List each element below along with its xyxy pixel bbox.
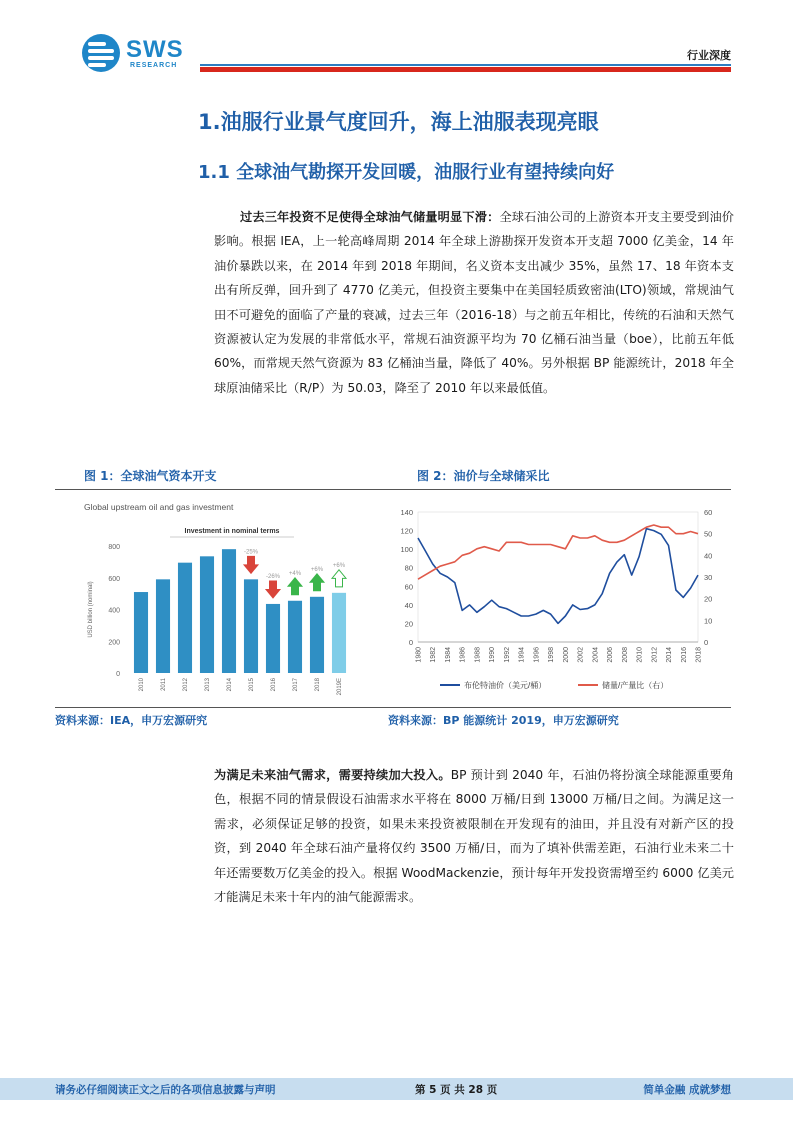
x-tick-label: 2015 <box>249 678 255 692</box>
bar-2012 <box>178 563 192 673</box>
header-divider-red <box>200 67 731 72</box>
x-tick-label: 2008 <box>621 647 629 663</box>
paragraph-lead: 为满足未来油气需求，需要持续加大投入。 <box>214 768 451 782</box>
right-y-tick-label: 40 <box>704 551 713 561</box>
left-y-tick-label: 0 <box>408 638 413 647</box>
footer-disclaimer: 请务必仔细阅读正文之后的各项信息披露与声明 <box>55 1084 276 1096</box>
bar-2010 <box>134 592 148 673</box>
right-y-tick-label: 20 <box>704 594 713 604</box>
body-paragraph-investment <box>214 205 734 400</box>
left-y-tick-label: 40 <box>404 600 413 610</box>
x-tick-label: 1980 <box>415 647 423 663</box>
x-tick-label: 2010 <box>636 647 644 663</box>
change-arrow-2016 <box>266 581 280 598</box>
x-tick-label: 2019E <box>337 678 343 696</box>
change-label: +6% <box>332 562 346 569</box>
figure-1-title: 图 1：全球油气资本开支 <box>84 469 217 483</box>
x-tick-label: 2018 <box>695 647 703 663</box>
x-tick-label: 2011 <box>161 678 167 691</box>
right-y-tick-label: 30 <box>704 573 713 582</box>
x-tick-label: 2013 <box>205 678 211 692</box>
change-arrow-2015 <box>244 556 258 573</box>
section-heading: 1.油服行业景气度回升，海上油服表现亮眼 <box>198 110 599 134</box>
header-divider-blue <box>200 64 731 66</box>
x-tick-label: 1992 <box>503 647 511 663</box>
x-tick-label: 2014 <box>227 678 233 692</box>
y-tick-label: 600 <box>108 575 120 583</box>
legend-label: 布伦特油价（美元/桶） <box>464 681 547 690</box>
chart-subtitle: Investment in nominal terms <box>184 528 280 535</box>
bar-2016 <box>266 604 280 673</box>
figure-1-source: 资料来源：IEA，申万宏源研究 <box>55 714 208 727</box>
brent-price-line <box>418 529 698 624</box>
x-tick-label: 1990 <box>489 647 497 663</box>
figure-bottom-rule <box>55 707 731 708</box>
left-y-tick-label: 60 <box>404 582 413 592</box>
change-arrow-2019E <box>332 570 346 587</box>
bar-2011 <box>156 579 170 673</box>
x-tick-label: 2006 <box>607 647 615 663</box>
left-y-tick-label: 20 <box>404 619 413 629</box>
reserve-production-ratio-line <box>418 525 698 579</box>
right-y-tick-label: 10 <box>704 616 713 626</box>
legend-label: 储量/产量比（右） <box>602 681 669 690</box>
report-type-tag: 行业深度 <box>687 49 731 62</box>
x-tick-label: 1984 <box>444 647 452 663</box>
footer-page-number: 第 5 页 共 28 页 <box>415 1084 498 1096</box>
chart-title: Global upstream oil and gas investment <box>84 502 234 512</box>
x-tick-label: 2014 <box>666 647 674 663</box>
bar-2018 <box>310 597 324 673</box>
x-tick-label: 1982 <box>430 647 438 663</box>
x-tick-label: 2016 <box>680 647 688 663</box>
y-tick-label: 400 <box>108 607 120 615</box>
x-tick-label: 1986 <box>459 647 467 663</box>
bar-2014 <box>222 549 236 673</box>
y-axis-label: USD billion (nominal) <box>88 581 94 638</box>
subsection-heading: 1.1 全球油气勘探开发回暖，油服行业有望持续向好 <box>198 162 615 183</box>
x-tick-label: 2012 <box>183 678 189 692</box>
x-tick-label: 1998 <box>548 647 556 663</box>
figure-top-rule <box>55 489 731 490</box>
x-tick-label: 1994 <box>518 647 526 663</box>
right-y-tick-label: 50 <box>704 529 713 539</box>
paragraph-body: 全球石油公司的上游资本开支主要受到油价影响。根据 IEA，上一轮高峰周期 2014 年全球上游勘探开发资本开支超 7000 亿美金，14 年油价暴跌以来，在 2014 年到 2018 年期间，名义资本支出减少 35%，虽然 17、18 年资本支出有所反弹，回升到了 4770 亿美元，但投资主要集中在美国轻质致密油(LTO)领域，常规油气田不可避免的面临了产量的衰减，过去三年（2016-18）与之前五年相比，传统的石油和天然气资源被认定为发展的非常低水平，常规石油资源平均为 70 亿桶石油当量（boe），比前五年低 60%，而常规天然气资源为 83 亿桶油当量，降低了 40%。另外根据 BP 能源统计，2018 年全球原油储采比（R/P）为 50.03，降至了 2010 年以来最低值。 <box>214 210 734 395</box>
x-tick-label: 1988 <box>474 647 482 663</box>
right-y-tick-label: 0 <box>704 638 709 647</box>
x-tick-label: 2002 <box>577 647 585 663</box>
left-y-tick-label: 100 <box>400 545 413 555</box>
y-tick-label: 0 <box>116 671 120 678</box>
y-tick-label: 800 <box>108 544 120 551</box>
x-tick-label: 2017 <box>293 678 299 692</box>
bar-2019E <box>332 593 346 673</box>
change-label: +6% <box>310 566 324 573</box>
upstream-investment-chart <box>72 496 362 704</box>
logo-subtitle: RESEARCH <box>130 61 178 69</box>
logo-wordmark: SWS <box>126 35 184 63</box>
body-paragraph-demand <box>214 763 734 909</box>
bar-2013 <box>200 556 214 673</box>
paragraph-body: BP 预计到 2040 年，石油仍将扮演全球能源重要角色，根据不同的情景假设石油需求水平将在 8000 万桶/日到 13000 万桶/日之间。为满足这一需求，必须保证足够的投资，如果未来投资被限制在开发现有的油田，并且没有对新产区的投资，到 2040 年全球石油产量将仅约 3500 万桶/日，而为了填补供需差距，石油行业未来二十年还需要数万亿美金的投入。根据 WoodMackenzie，预计每年开发投资需增至约 6000 亿美元才能满足未来十年内的油气能源需求。 <box>214 768 734 905</box>
bar-2015 <box>244 579 258 673</box>
left-y-tick-label: 140 <box>400 508 413 517</box>
change-arrow-2018 <box>310 574 324 591</box>
bar-2017 <box>288 601 302 673</box>
left-y-tick-label: 80 <box>404 563 413 573</box>
x-tick-label: 2018 <box>315 678 321 692</box>
x-tick-label: 2000 <box>562 647 570 663</box>
footer-slogan: 简单金融 成就梦想 <box>643 1084 731 1096</box>
change-label: +4% <box>288 570 302 577</box>
x-tick-label: 1996 <box>533 647 541 663</box>
x-tick-label: 2010 <box>139 678 145 692</box>
figure-2-title: 图 2：油价与全球储采比 <box>417 469 550 483</box>
paragraph-lead: 过去三年投资不足使得全球油气储量明显下滑： <box>240 210 500 224</box>
change-label: -26% <box>265 573 281 580</box>
sws-logo-icon <box>82 34 120 72</box>
oil-price-rp-ratio-chart <box>382 500 732 700</box>
y-tick-label: 200 <box>108 639 120 647</box>
sws-logo <box>82 34 184 72</box>
x-tick-label: 2012 <box>651 647 659 663</box>
change-label: -25% <box>243 549 259 556</box>
x-tick-label: 2016 <box>271 678 277 692</box>
left-y-tick-label: 120 <box>400 526 413 536</box>
figure-2-source: 资料来源：BP 能源统计 2019，申万宏源研究 <box>388 714 619 727</box>
x-tick-label: 2004 <box>592 647 600 663</box>
change-arrow-2017 <box>288 578 302 595</box>
right-y-tick-label: 60 <box>704 508 713 517</box>
